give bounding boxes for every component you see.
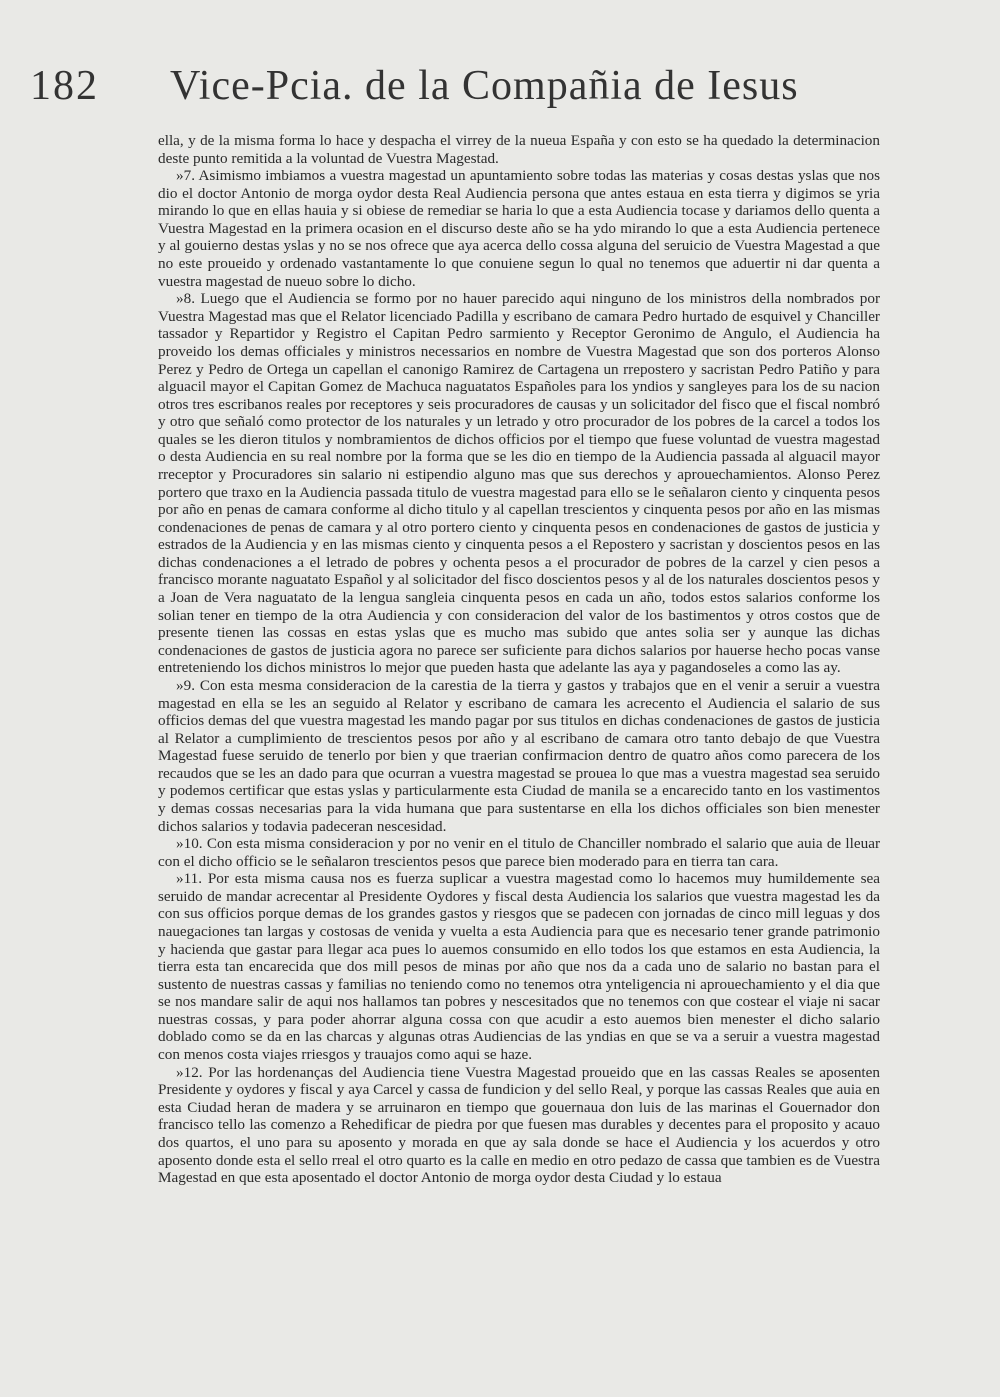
paragraph-12: »12. Por las hordenanças del Audiencia tiene Vuestra Magestad proueido que en las cassas Reales se aposenten Presidente y oydores y fiscal y aya Carcel y cassa de fundicion y del sello Real, y porque las cassas Reales que auia en esta Ciudad heran de madera y se arruinaron en tiempo que gouernaua don luis de las marinas el Gouernador don francisco tello las comenzo a Rehedificar de piedra por que fuesen mas durables y decentes para el proposito y acauo dos quartos, el uno para su aposento y morada en que ay sala donde se hace el Audiencia y los acuerdos y otro aposento donde esta el sello rreal el otro quarto es la calle en medio en otro pedazo de cassa que tambien es de Vuestra Magestad en que esta aposentado el doctor Antonio de morga oydor desta Ciudad y lo estaua <box>158 1063 880 1187</box>
paragraph-continuation: ella, y de la misma forma lo hace y despacha el virrey de la nueua España y con esto se ha quedado la determinacion deste punto remitida a la voluntad de Vuestra Magestad. <box>158 132 880 167</box>
page-header <box>22 62 978 126</box>
body-text <box>158 132 880 1187</box>
paragraph-9: »9. Con esta mesma consideracion de la carestia de la tierra y gastos y trabajos que en el venir a seruir a vuestra magestad en ella se les an seguido al Relator y escribano de camara les acrecento el Audiencia el salario de sus officios demas del que vuestra magestad les mando pagar por sus titulos en dichas condenaciones de gastos de justicia al Relator a cumplimiento de trescientos pesos por año y al escribano de camara otro tanto debajo de que Vuestra Magestad fuese seruido de tenerlo por bien y que traerian confirmacion dentro de quatro años como parecera de los recaudos que se les an dado para que ocurran a vuestra magestad se prouea lo que mas a vuestra magestad sea seruido y podemos certificar que estas yslas y particularmente esta Ciudad de manila se a encarecido tanto en los vastimentos y demas cossas necesarias para la vida humana que para sustentarse en ella los dichos officiales son bien menester dichos salarios y todavia padeceran nescesidad. <box>158 676 880 835</box>
paragraph-8: »8. Luego que el Audiencia se formo por no hauer parecido aqui ninguno de los ministros della nombrados por Vuestra Magestad mas que el Relator licenciado Padilla y escribano de camara Pedro hurtado de esquivel y Chanciller tassador y Repartidor y Registro el Capitan Pedro sarmiento y Receptor Geronimo de Angulo, el Audiencia ha proveido los demas officiales y ministros necessarios en nombre de Vuestra Magestad que son dos porteros Alonso Perez y Pedro de Ortega un capellan el canonigo Ramirez de Cartagena un rrepostero y sacristan Pedro Patiño y para alguacil mayor el Capitan Gomez de Machuca naguatatos Españoles para los yndios y sangleyes para los de su nacion otros tres escribanos reales por receptores y seis procuradores de causas y un solicitador del fisco que el fiscal nombró y otro que señaló como protector de los naturales y un letrado y otro procurador de los pobres de la carcel a todos los quales se les dieron titulos y nombramientos de dichos officios por el tiempo que fuese voluntad de vuestra magestad o desta Audiencia en su real nombre por la forma que se les dio en tiempo de la Audiencia passada al alguacil mayor rreceptor y Procuradores sin salario ni estipendio alguno mas que sus derechos y aprouechamientos. Alonso Perez portero que traxo en la Audiencia passada titulo de vuestra magestad para ello se le señalaron ciento y cinquenta pesos por año en penas de camara conforme al dicho titulo y al capellan trescientos y cinquenta pesos por año en las mismas condenaciones de penas de camara y al otro portero ciento y cinquenta pesos en condenaciones de gastos de justicia y estrados de la Audiencia y en las mismas ciento y cinquenta pesos a el Repostero y sacristan y doscientos pesos en las dichas condenaciones a el letrado de pobres y ochenta pesos a el procurador de pobres de la carzel y cien pesos a francisco morante naguatato Español y al solicitador del fisco doscientos pesos y al de los naturales doscientos pesos y a Joan de Vera naguatato de la lengua sangleia cinquenta pesos en cada un año, todos estos salarios conforme los solian tener en tiempo de la otra Audiencia y con consideracion del valor de los bastimentos y otros costos que de presente tienen las cossas en estas yslas que es mucho mas subido que antes solia ser y aunque las dichas condenaciones de gastos de justicia agora no parece ser suficiente para dichos salarios por hauerse hecho pocas vanse entreteniendo los dichos ministros lo mejor que pueden hasta que adelante las aya y pagandoseles a como las ay. <box>158 290 880 677</box>
running-title: Vice-Pcia. de la Compañia de Iesus <box>170 63 799 109</box>
paragraph-11: »11. Por esta misma causa nos es fuerza suplicar a vuestra magestad como lo hacemos muy humildemente sea seruido de mandar acrecentar al Presidente Oydores y fiscal desta Audiencia los salarios que vuestra magestad les da con sus officios porque demas de los grandes gastos y riesgos que se padecen con jornadas de cinco mill leguas y dos nauegaciones tan largas y costosas de venida y vuelta a esta Audiencia para que es necesario tener grande patrimonio y hacienda que gastar para llegar aca pues lo auemos consumido en ello todos los que estamos en esta Audiencia, la tierra esta tan encarecida que dos mill pesos de minas por año que nos da a cada uno de salario no bastan para el sustento de nuestras cassas y familias no teniendo como no tenemos otra ynteligencia ni aprouechamiento y el dia que se nos mandare salir de aqui nos hallamos tan pobres y nescesitados que no tenemos con que costear el viaje ni sacar nuestras cossas, y para poder ahorrar alguna cossa con que acudir a esto auemos bien menester el dicho salario doblado como se da en las charcas y algunas otras Audiencias de las yndias en que se va a seruir a vuestra magestad con menos costa viajes rriesgos y trauajos como aqui se haze. <box>158 870 880 1064</box>
paragraph-10: »10. Con esta misma consideracion y por no venir en el titulo de Chanciller nombrado el salario que auia de lleuar con el dicho officio se le señalaron trescientos pesos que parece bien moderado para en tierra tan cara. <box>158 835 880 870</box>
page-number: 182 <box>30 63 99 109</box>
paragraph-7: »7. Asimismo imbiamos a vuestra magestad un apuntamiento sobre todas las materias y cosas destas yslas que nos dio el doctor Antonio de morga oydor desta Real Audiencia persona que antes estaua en esta tierra y digimos se yria mirando lo que en ellas hauia y si obiese de remediar se haria lo que a esta Audiencia tocase y dariamos dello quenta a Vuestra Magestad en la primera ocasion en el discurso deste año se ha ydo mirando lo que a esta Audiencia pertenece y al gouierno destas yslas y no se nos ofrece que aya acerca dello cossa alguna del seruicio de Vuestra Magestad a que no este proueido y ordenado vastantamente lo que conuiene segun lo qual no tenemos que aduertir ni dar quenta a vuestra magestad de nueuo sobre lo dicho. <box>158 167 880 290</box>
